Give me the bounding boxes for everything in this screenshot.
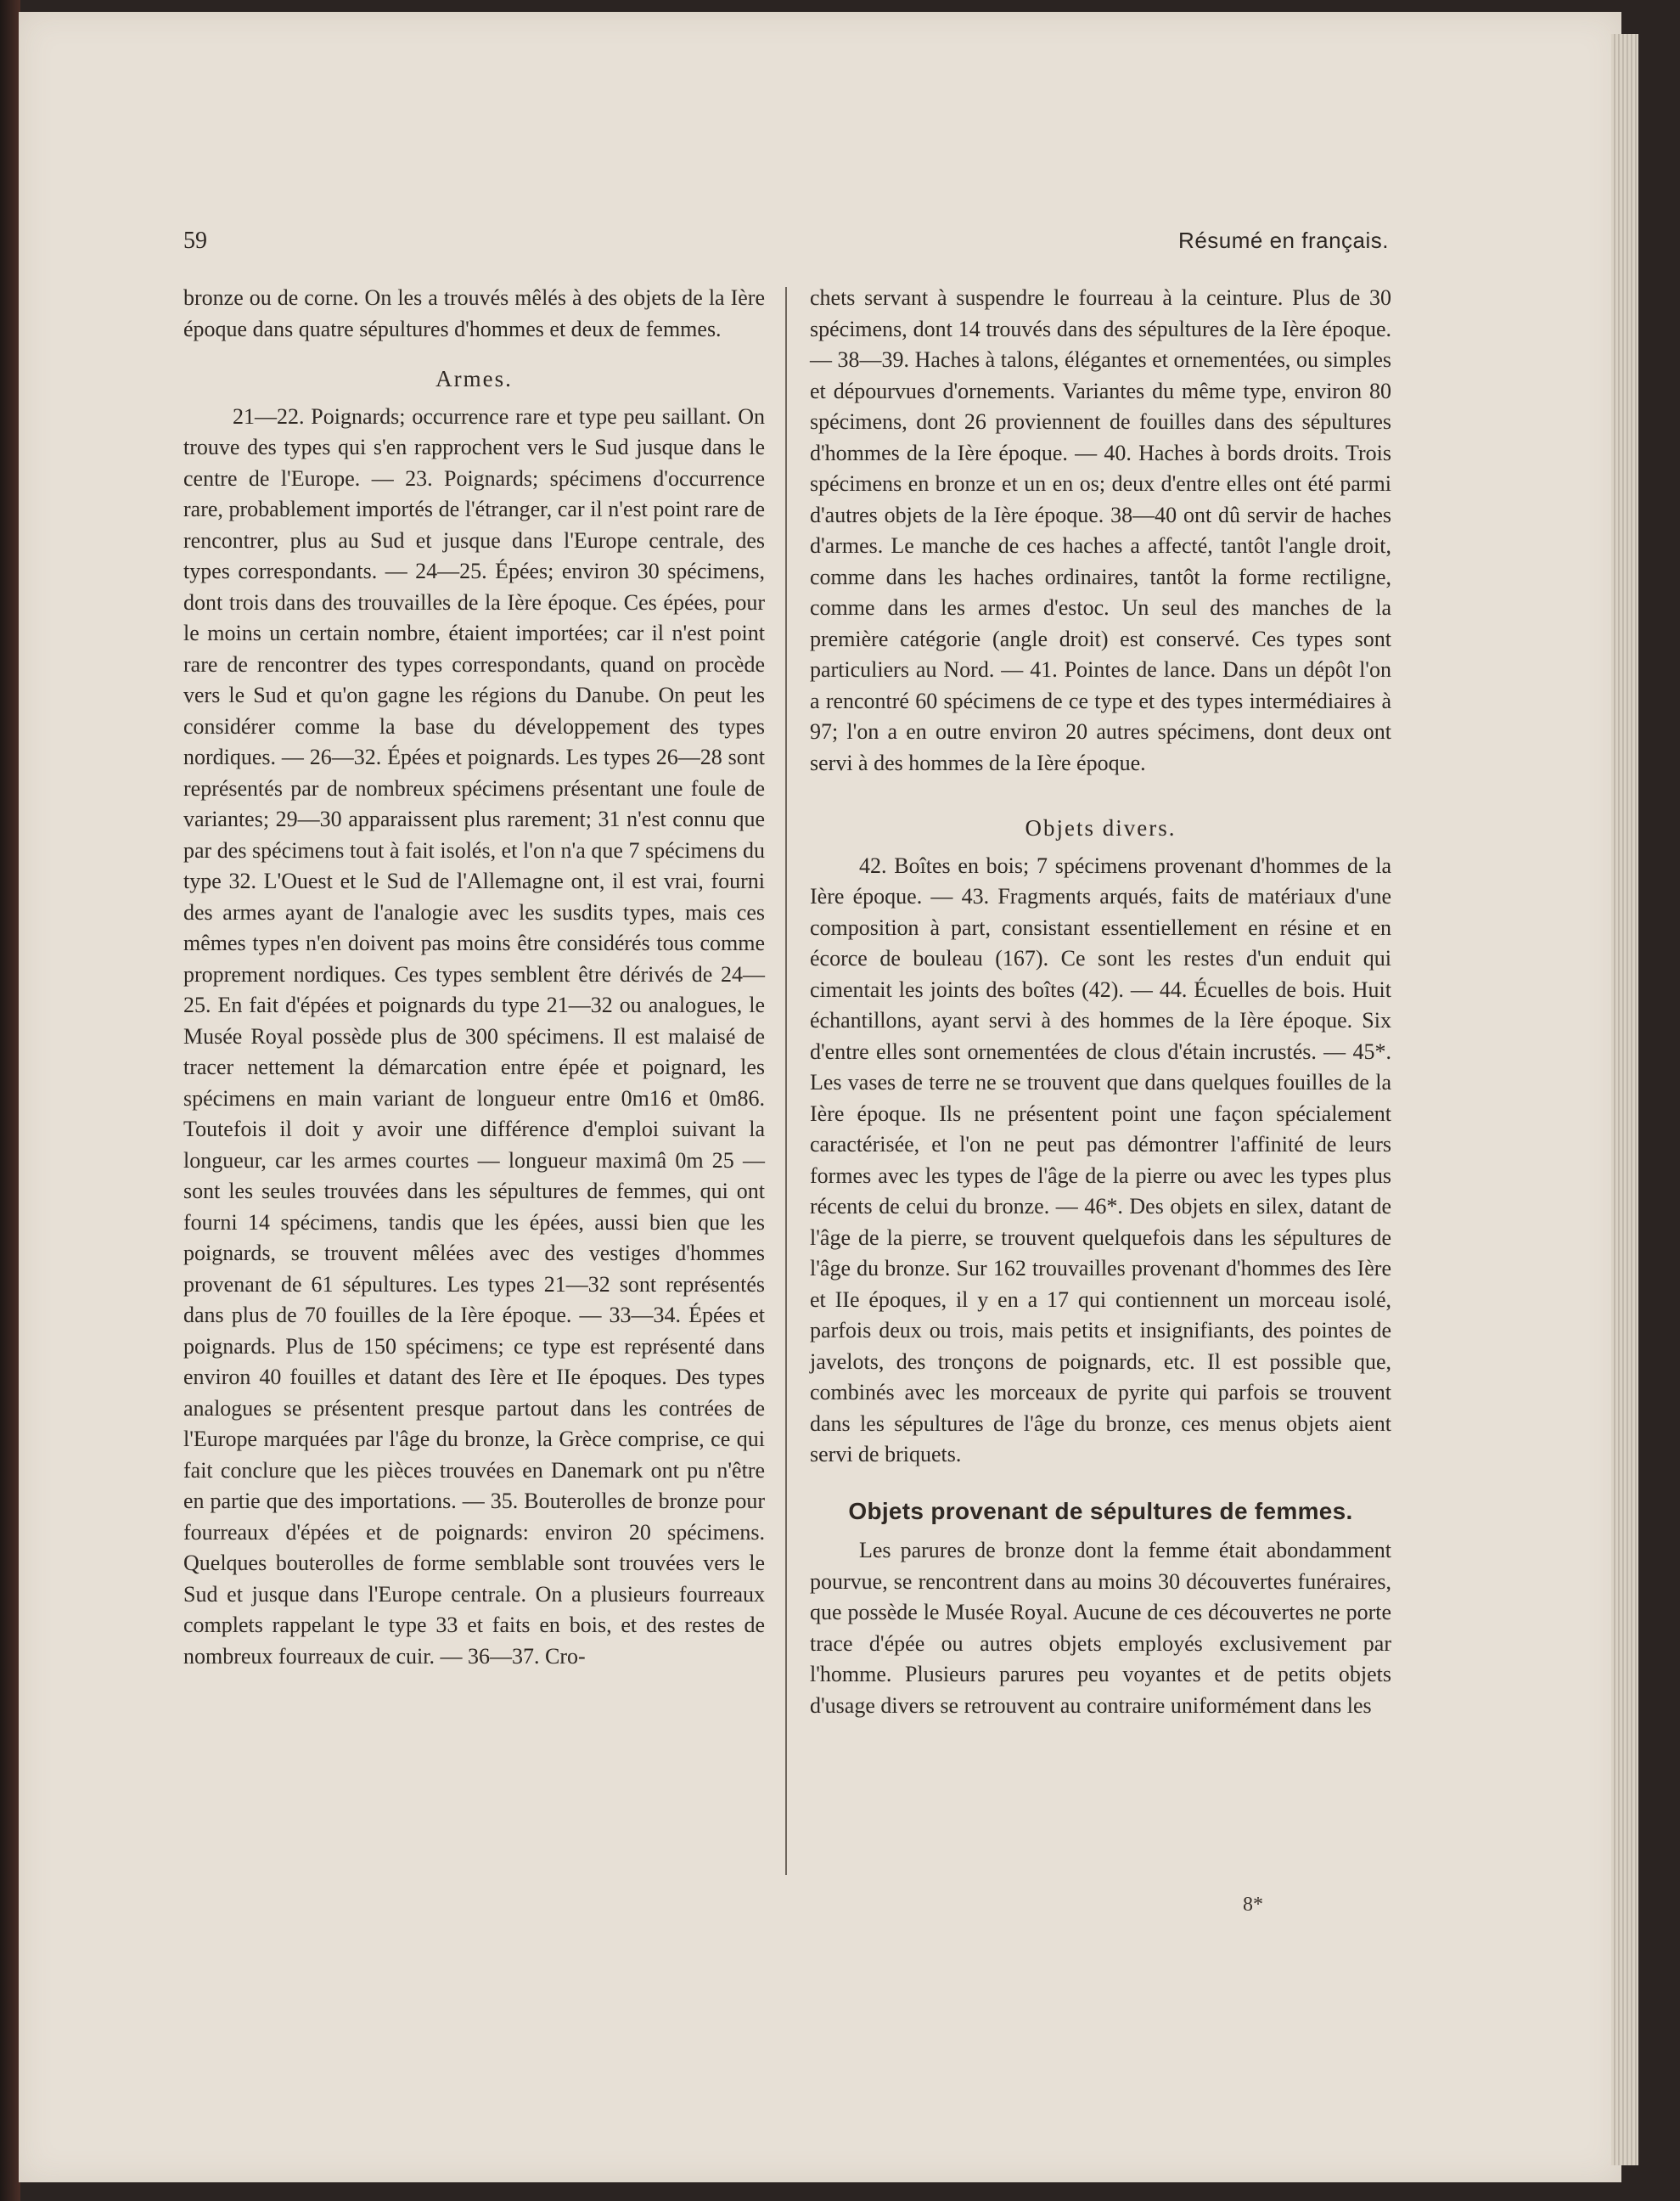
page-number: 59 (183, 228, 207, 254)
signature-mark: 8* (1243, 1894, 1263, 1916)
paragraph: chets servant à suspendre le fourreau à la ceinture. Plus de 30 spécimens, dont 14 trouvés dans des sépultures de la Ière époque. — 38—39. Haches à talons, élégantes et ornementées, ou simples et dépourvues d'ornements. Variantes du même type, environ 80 spécimens, dont 26 proviennent de fouilles dans des sépultures d'hommes de la Ière époque. — 40. Haches à bords droits. Trois spécimens en bronze et un en os; deux d'entre elles ont été parmi d'autres objets de la Ière époque. 38—40 ont dû servir de haches d'armes. Le manche de ces haches a affecté, tantôt l'angle droit, comme dans les haches ordinaires, tantôt la forme rectiligne, comme dans les armes d'estoc. Un seul des manches de la première catégorie (angle droit) est conservé. Ces types sont particuliers au Nord. — 41. Pointes de lance. Dans un dépôt l'on a rencontré 60 spécimens de ce type et des types intermédiaires à 97; l'on a en outre environ 20 autres spécimens, dont deux ont servi à des hommes de la Ière époque. (810, 285, 1391, 775)
paragraph: 42. Boîtes en bois; 7 spécimens provenant d'hommes de la Ière époque. — 43. Fragments arqués, faits de matériaux d'une composition à part, consistant essentiellement en résine et en écorce de bouleau (167). Ce sont les restes d'un enduit qui cimentait les joints des boîtes (42). — 44. Écuelles de bois. Huit échantillons, ayant servi à des hommes de la Ière époque. Six d'entre elles sont ornementées de clous d'étain incrustés. — 45*. Les vases de terre ne se trouvent que dans quelques fouilles de la Ière époque. Ils ne présentent point une façon spécialement caractérisée, et l'on ne peut pas démontrer l'affinité de leurs formes avec les types de l'âge de la pierre ou avec les types plus récents de celui du bronze. — 46*. Des objets en silex, datant de l'âge de la pierre, se trouvent quelquefois dans les sépultures de l'âge du bronze. Sur 162 trouvailles provenant d'hommes des Ière et IIe époques, il y en a 17 qui contiennent un morceau isolé, parfois deux ou trois, mais petits et insignifiants, des pointes de javelots, des tronçons de poignards, etc. Il est possible que, combinés avec les morceaux de pyrite qui parfois se trouvent dans les sépultures de l'âge du bronze, ces menus objets aient servi de briquets. (810, 853, 1391, 1466)
section-heading: Objets divers. (1025, 815, 1177, 841)
running-title: Résumé en français. (1178, 228, 1389, 253)
column-divider (785, 287, 787, 1875)
section-heading: Objets provenant de sépultures de femmes. (848, 1497, 1353, 1524)
page-fore-edge (1611, 34, 1638, 2165)
paragraph: bronze ou de corne. On les a trouvés mêlés à des objets de la Ière époque dans quatre sépultures d'hommes et deux de femmes. (183, 285, 765, 341)
left-column (183, 283, 765, 1672)
section-heading: Armes. (435, 366, 513, 391)
right-column (810, 283, 1391, 1721)
book-binding-edge (0, 0, 20, 2201)
paragraph: Les parures de bronze dont la femme était abondamment pourvue, se rencontrent dans au moins 30 découvertes funéraires, que possède le Musée Royal. Aucune de ces découvertes ne porte trace d'épée ou autres objets employés exclusivement par l'homme. Plusieurs parures peu voyantes et de petits objets d'usage divers se retrouvent au contraire uniformément dans les (810, 1538, 1391, 1718)
paragraph: 21—22. Poignards; occurrence rare et type peu saillant. On trouve des types qui s'en rapprochent vers le Sud jusque dans le centre de l'Europe. — 23. Poignards; spécimens d'occurrence rare, probablement importés de l'étranger, car il n'est point rare de rencontrer, plus au Sud et jusque dans l'Europe centrale, des types correspondants. — 24—25. Épées; environ 30 spécimens, dont trois dans des trouvailles de la Ière époque. Ces épées, pour le moins un certain nombre, étaient importées; car il n'est point rare de rencontrer des types correspondants, quand on procède vers le Sud et qu'on gagne les régions du Danube. On peut les considérer comme la base du développement des types nordiques. — 26—32. Épées et poignards. Les types 26—28 sont représentés par de nombreux spécimens présentant une foule de variantes; 29—30 apparaissent plus rarement; 31 n'est connu que par des spécimens tout à fait isolés, et l'on n'a que 7 spécimens du type 32. L'Ouest et le Sud de l'Allemagne ont, il est vrai, fourni des armes ayant de l'analogie avec les susdits types, mais ces mêmes types n'en doivent pas moins être considérés tous comme proprement nordiques. Ces types semblent être dérivés de 24—25. En fait d'épées et poignards du type 21—32 ou analogues, le Musée Royal possède plus de 300 spécimens. Il est malaisé de tracer nettement la démarcation entre épée et poignard, les spécimens en main variant de longueur entre 0m16 et 0m86. Toutefois il doit y avoir une différence d'emploi suivant la longueur, car les armes courtes — longueur maximâ 0m 25 — sont les seules trouvées dans les sépultures de femmes, qui ont fourni 14 spécimens, tandis que les épées, aussi bien que les poignards, se trouvent mêlées avec des vestiges d'hommes provenant de 61 sépultures. Les types 21—32 sont représentés dans plus de 70 fouilles de la Ière époque. — 33—34. Épées et poignards. Plus de 150 spécimens; ce type est représenté dans environ 40 fouilles et datant des Ière et IIe époques. Des types analogues se présentent presque partout dans les contrées de l'Europe marquées par l'âge du bronze, la Grèce comprise, ce qui fait conclure que les pièces trouvées en Danemark ont pu n'être en partie que des importations. — 35. Bouterolles de bronze pour fourreaux d'épées et de poignards: environ 20 spécimens. Quelques bouterolles de forme semblable sont trouvées vers le Sud et jusque dans l'Europe centrale. On a plusieurs fourreaux complets rappelant le type 33 et faits en bois, et des restes de nombreux fourreaux de cuir. — 36—37. Cro- (183, 403, 765, 1669)
